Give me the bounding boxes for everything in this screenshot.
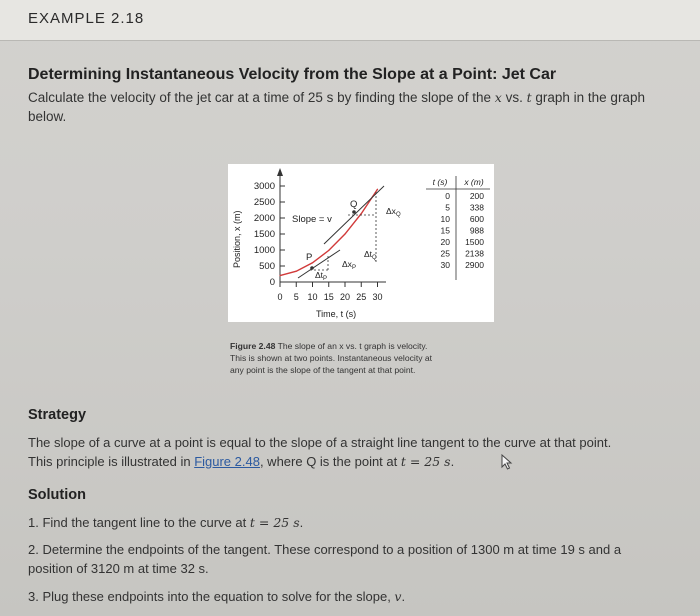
intro-text <box>28 88 678 126</box>
point-q-label: Q <box>350 199 358 210</box>
x-axis-label: Time, t (s) <box>316 309 357 319</box>
x-tick-label: 0 <box>277 292 283 302</box>
delta-t-p-label: $\Delta t_P$ <box>315 270 328 282</box>
table-cell-time: 20 <box>440 237 450 247</box>
intro-part-1: Calculate the velocity of the jet car at a time of 25 s by finding the slope of the <box>28 90 495 105</box>
point-p-marker <box>310 266 314 270</box>
strategy-line-2-mid: , where Q is the point at <box>259 454 401 469</box>
table-cell-position: 2138 <box>465 248 484 259</box>
intro-x-var: x <box>494 90 502 105</box>
y-axis-arrow <box>277 168 283 176</box>
delta-t-q-label: $\Delta t_Q$ <box>364 249 377 261</box>
step-1-text: 1. Find the tangent line to the curve at <box>28 515 250 530</box>
y-tick-label: 0 <box>269 277 275 288</box>
table-cell-position: 200 <box>469 191 484 201</box>
x-tick-label: 15 <box>323 292 334 302</box>
intro-part-3: graph in the graph below. <box>28 90 645 124</box>
y-tick-label: 1500 <box>253 229 275 240</box>
table-cell-time: 25 <box>440 248 450 259</box>
figure-panel <box>228 164 494 322</box>
x-tick-label: 5 <box>293 292 299 302</box>
x-tick-label: 10 <box>307 292 318 302</box>
data-point <box>279 275 280 276</box>
point-p-label: P <box>306 252 313 263</box>
strategy-line-2-end: . <box>450 454 455 469</box>
solution-step-1 <box>28 514 668 532</box>
example-label: EXAMPLE 2.18 <box>28 10 145 27</box>
y-tick-label: 2000 <box>253 213 275 224</box>
strategy-line-2 <box>28 453 668 471</box>
table-header-position: x (m) <box>464 177 484 187</box>
x-ticks <box>277 282 382 302</box>
table-cell-time: 10 <box>440 214 450 224</box>
example-header <box>0 0 700 41</box>
solution-step-2-line-1: 2. Determine the endpoints of the tangent. These correspond to a position of 1300 m at time 19 s and a <box>28 542 622 557</box>
strategy-math: t = 25 s <box>400 454 451 469</box>
table-cell-position: 600 <box>469 214 484 224</box>
page-title: Determining Instantaneous Velocity from the Slope at a Point: Jet Car <box>28 66 557 83</box>
step-3-math: v <box>394 589 402 604</box>
mouse-pointer-icon <box>500 454 514 470</box>
table-cell-position: 2900 <box>465 260 484 270</box>
solution-step-3 <box>28 588 668 606</box>
position-curve <box>280 189 378 275</box>
data-point <box>361 213 362 214</box>
step-1-math: t = 25 s <box>249 515 300 530</box>
data-point <box>377 189 378 190</box>
y-tick-label: 2500 <box>253 197 275 208</box>
caption-line-1 <box>230 340 500 352</box>
x-tick-label: 20 <box>339 292 351 302</box>
solution-heading: Solution <box>28 487 86 503</box>
step-1-end: . <box>299 515 304 530</box>
y-tick-label: 1000 <box>253 245 275 256</box>
table-cell-time: 30 <box>440 260 450 270</box>
y-tick-label: 3000 <box>253 181 275 192</box>
caption-line-1-text: The slope of an x vs. t graph is velocity. <box>275 341 428 351</box>
data-point <box>328 250 329 251</box>
caption-line-2: This is shown at two points. Instantaneous velocity at <box>230 353 433 363</box>
strategy-line-2-start: This principle is illustrated in <box>28 454 195 469</box>
figure-link[interactable]: Figure 2.48 <box>194 454 260 469</box>
step-3-text: 3. Plug these endpoints into the equation to solve for the slope, <box>28 589 395 604</box>
strategy-line-1: The slope of a curve at a point is equal to the slope of a straight line tangent to the curve at that point. <box>28 435 612 450</box>
delta-x-q-label: $\Delta x_Q$ <box>386 206 401 218</box>
intro-part-2: vs. <box>501 90 527 105</box>
slope-label: Slope = v <box>292 214 332 225</box>
intro-t-var: t <box>526 90 532 105</box>
solution-step-2-line-2: position of 3120 m at time 32 s. <box>28 561 209 576</box>
strategy-heading: Strategy <box>28 407 87 423</box>
x-tick-label: 25 <box>356 292 367 302</box>
table-cell-time: 5 <box>445 202 450 213</box>
table-cell-position: 1500 <box>465 237 484 247</box>
table-cell-time: 0 <box>445 191 450 201</box>
data-point <box>344 233 345 234</box>
table-cell-time: 15 <box>440 225 450 236</box>
data-point <box>296 271 297 272</box>
step-3-end: . <box>401 589 406 604</box>
table-cell-position: 988 <box>469 225 484 236</box>
data-table <box>426 176 490 280</box>
table-cell-position: 338 <box>469 202 484 213</box>
point-q-marker <box>352 210 356 214</box>
delta-x-p-label: $\Delta x_P$ <box>342 259 356 271</box>
figure-caption <box>230 340 500 376</box>
y-tick-label: 500 <box>259 261 275 272</box>
caption-line-3: any point is the slope of the tangent at that point. <box>230 365 416 375</box>
x-tick-label: 30 <box>372 292 383 302</box>
caption-figure-number: Figure 2.48 <box>230 341 276 351</box>
position-time-chart <box>228 164 494 322</box>
y-axis-label: Position, x (m) <box>232 210 242 268</box>
table-header-time: t (s) <box>432 177 448 187</box>
